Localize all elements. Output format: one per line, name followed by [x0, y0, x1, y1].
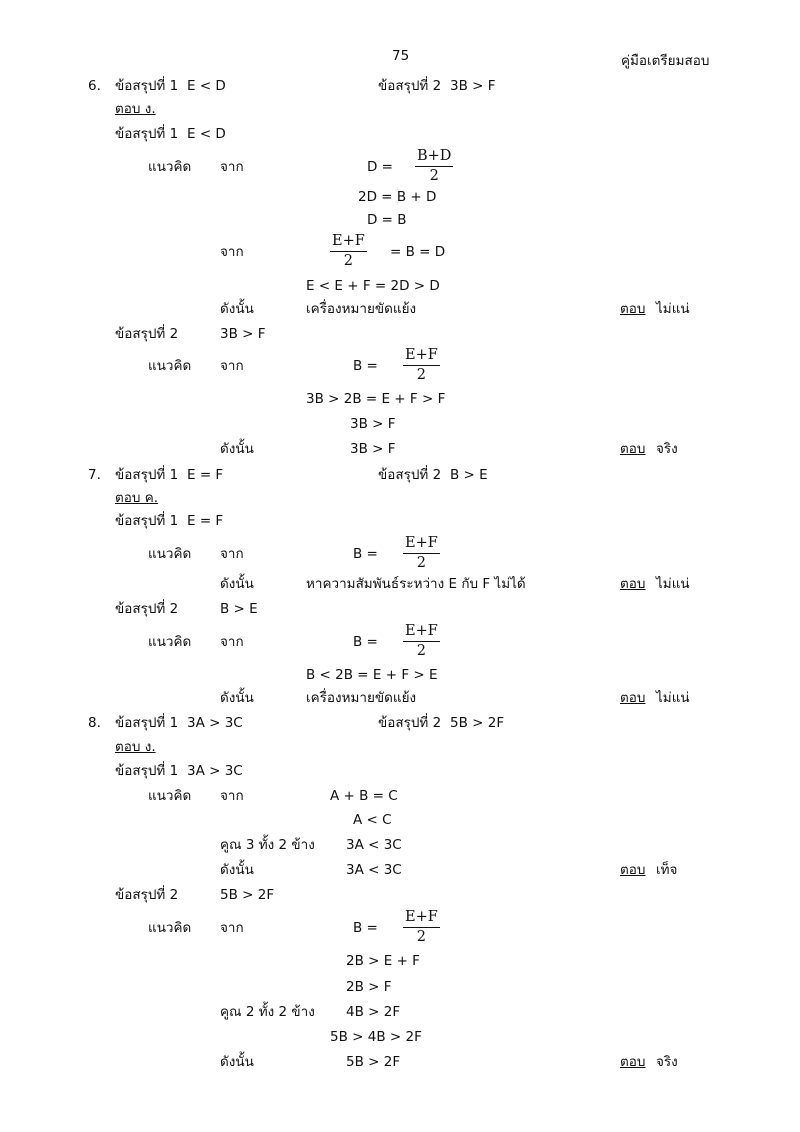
q8-c2-answer-label: ตอบ [620, 1054, 646, 1070]
q6-c2-from: จาก [220, 358, 244, 374]
q8-answer: ตอบ ง. [115, 739, 156, 755]
q8-c1-multiply: คูณ 3 ทั้ง 2 ข้าง [220, 837, 315, 853]
q6-c2-label: ข้อสรุปที่ 2 [115, 326, 179, 342]
q8-c1-step3: 3A < 3C [346, 837, 402, 853]
q7-c2-therefore: ดังนั้น [220, 690, 254, 706]
q6-c2-fraction-e-plus-f [403, 347, 440, 384]
q7-c2-step2: B < 2B = E + F > E [306, 667, 438, 683]
q6-premise1-label: ข้อสรุปที่ 1 [115, 78, 179, 94]
q7-c2-answer-label: ตอบ [620, 690, 646, 706]
q6-c1-step5: E < E + F = 2D > D [306, 278, 440, 294]
q6-c2-verdict: จริง [656, 441, 678, 457]
q6-c1: E < D [187, 126, 226, 142]
page-number: 75 [392, 48, 410, 64]
q6-c1-from: จาก [220, 159, 244, 175]
q8-c1-answer-label: ตอบ [620, 862, 646, 878]
q8-c1: 3A > 3C [187, 763, 243, 779]
q8-c1-step2: A < C [353, 812, 392, 828]
q6-c1-label: ข้อสรุปที่ 1 [115, 126, 179, 142]
q6-c2-eq-lhs: B = [353, 358, 378, 374]
q8-c1-verdict: เท็จ [656, 862, 678, 878]
q8-c2-fraction-e-plus-f [403, 909, 440, 946]
q6-c2-approach: แนวคิด [148, 358, 192, 374]
q7-premise2: B > E [450, 467, 488, 483]
q7-c1-answer-label: ตอบ [620, 576, 646, 592]
q7-premise1-label: ข้อสรุปที่ 1 [115, 467, 179, 483]
q8-c2-step2: 2B > E + F [346, 953, 420, 969]
q6-fraction-b-plus-d [415, 148, 453, 185]
q7-c1-approach: แนวคิด [148, 546, 192, 562]
q6-c2-step3: 3B > F [350, 416, 396, 432]
q6-c2-answer-label: ตอบ [620, 441, 646, 457]
q6-number: 6. [88, 78, 101, 94]
q7-c2-label: ข้อสรุปที่ 2 [115, 601, 179, 617]
fraction-denominator: 2 [416, 367, 427, 383]
q6-premise2-label: ข้อสรุปที่ 2 [378, 78, 442, 94]
q6-c2: 3B > F [220, 326, 266, 342]
q8-c2-approach: แนวคิด [148, 920, 192, 936]
q6-c1-step4: = B = D [390, 244, 446, 260]
q7-c2: B > E [220, 601, 258, 617]
q8-premise1-label: ข้อสรุปที่ 1 [115, 715, 179, 731]
fraction-numerator: E+F [330, 233, 367, 252]
q8-premise1: 3A > 3C [187, 715, 243, 731]
q7-number: 7. [88, 467, 101, 483]
q6-c1-verdict: ไม่แน่ [656, 301, 690, 317]
q7-c1-conclusion: หาความสัมพันธ์ระหว่าง E กับ F ไม่ได้ [306, 576, 526, 592]
q6-fraction-e-plus-f [330, 233, 367, 270]
fraction-numerator: E+F [403, 535, 440, 554]
q8-number: 8. [88, 715, 101, 731]
q8-c2: 5B > 2F [220, 887, 275, 903]
fraction-numerator: E+F [403, 623, 440, 642]
q7-premise2-label: ข้อสรุปที่ 2 [378, 467, 442, 483]
q8-c2-step4: 4B > 2F [346, 1004, 401, 1020]
q7-c1-therefore: ดังนั้น [220, 576, 254, 592]
q7-c1-label: ข้อสรุปที่ 1 [115, 513, 179, 529]
q8-c1-step1: A + B = C [330, 788, 398, 804]
q6-c1-conclusion: เครื่องหมายขัดแย้ง [306, 301, 417, 317]
q7-c2-conclusion: เครื่องหมายขัดแย้ง [306, 690, 417, 706]
q6-c1-step3: D = B [367, 212, 407, 228]
fraction-denominator: 2 [416, 555, 427, 571]
q8-premise2-label: ข้อสรุปที่ 2 [378, 715, 442, 731]
q8-c2-multiply: คูณ 2 ทั้ง 2 ข้าง [220, 1004, 315, 1020]
q6-c1-step2: 2D = B + D [358, 189, 437, 205]
fraction-numerator: E+F [403, 909, 440, 928]
fraction-denominator: 2 [416, 929, 427, 945]
fraction-numerator: B+D [415, 148, 453, 167]
fraction-numerator: E+F [403, 347, 440, 366]
q8-c2-verdict: จริง [656, 1054, 678, 1070]
q7-c2-approach: แนวคิด [148, 634, 192, 650]
fraction-denominator: 2 [429, 168, 439, 184]
q8-c2-step3: 2B > F [346, 979, 392, 995]
q8-c2-step5: 5B > 4B > 2F [330, 1029, 422, 1045]
q6-c2-conclusion: 3B > F [350, 441, 396, 457]
q8-c2-from: จาก [220, 920, 244, 936]
q8-c2-eq-lhs: B = [353, 920, 378, 936]
q8-c1-therefore: ดังนั้น [220, 862, 254, 878]
q7-c1-fraction-e-plus-f [403, 535, 440, 572]
q6-premise2: 3B > F [450, 78, 496, 94]
fraction-denominator: 2 [343, 253, 354, 269]
q6-c1-from2: จาก [220, 244, 244, 260]
q6-c1-approach: แนวคิด [148, 159, 192, 175]
q6-answer: ตอบ ง. [115, 101, 156, 117]
q8-premise2: 5B > 2F [450, 715, 505, 731]
book-title: คู่มือเตรียมสอบ [621, 53, 710, 69]
q8-c2-therefore: ดังนั้น [220, 1054, 254, 1070]
q7-c1-eq-lhs: B = [353, 546, 378, 562]
fraction-denominator: 2 [416, 643, 427, 659]
q6-c1-eq-lhs: D = [367, 159, 393, 175]
q7-c2-fraction-e-plus-f [403, 623, 440, 660]
q8-c1-label: ข้อสรุปที่ 1 [115, 763, 179, 779]
q7-premise1: E = F [187, 467, 224, 483]
q8-c2-conclusion: 5B > 2F [346, 1054, 401, 1070]
q6-premise1: E < D [187, 78, 226, 94]
q7-c1-from: จาก [220, 546, 244, 562]
q8-c2-label: ข้อสรุปที่ 2 [115, 887, 179, 903]
q6-c1-answer-label: ตอบ [620, 301, 646, 317]
q7-c2-from: จาก [220, 634, 244, 650]
q6-c1-therefore: ดังนั้น [220, 301, 254, 317]
q6-c2-step2: 3B > 2B = E + F > F [306, 391, 446, 407]
q8-c1-approach: แนวคิด [148, 788, 192, 804]
q7-c2-eq-lhs: B = [353, 634, 378, 650]
q8-c1-from: จาก [220, 788, 244, 804]
q8-c1-conclusion: 3A < 3C [346, 862, 402, 878]
q6-c2-therefore: ดังนั้น [220, 441, 254, 457]
q7-c1-verdict: ไม่แน่ [656, 576, 690, 592]
q7-answer: ตอบ ค. [115, 490, 159, 506]
q7-c1: E = F [187, 513, 224, 529]
q7-c2-verdict: ไม่แน่ [656, 690, 690, 706]
